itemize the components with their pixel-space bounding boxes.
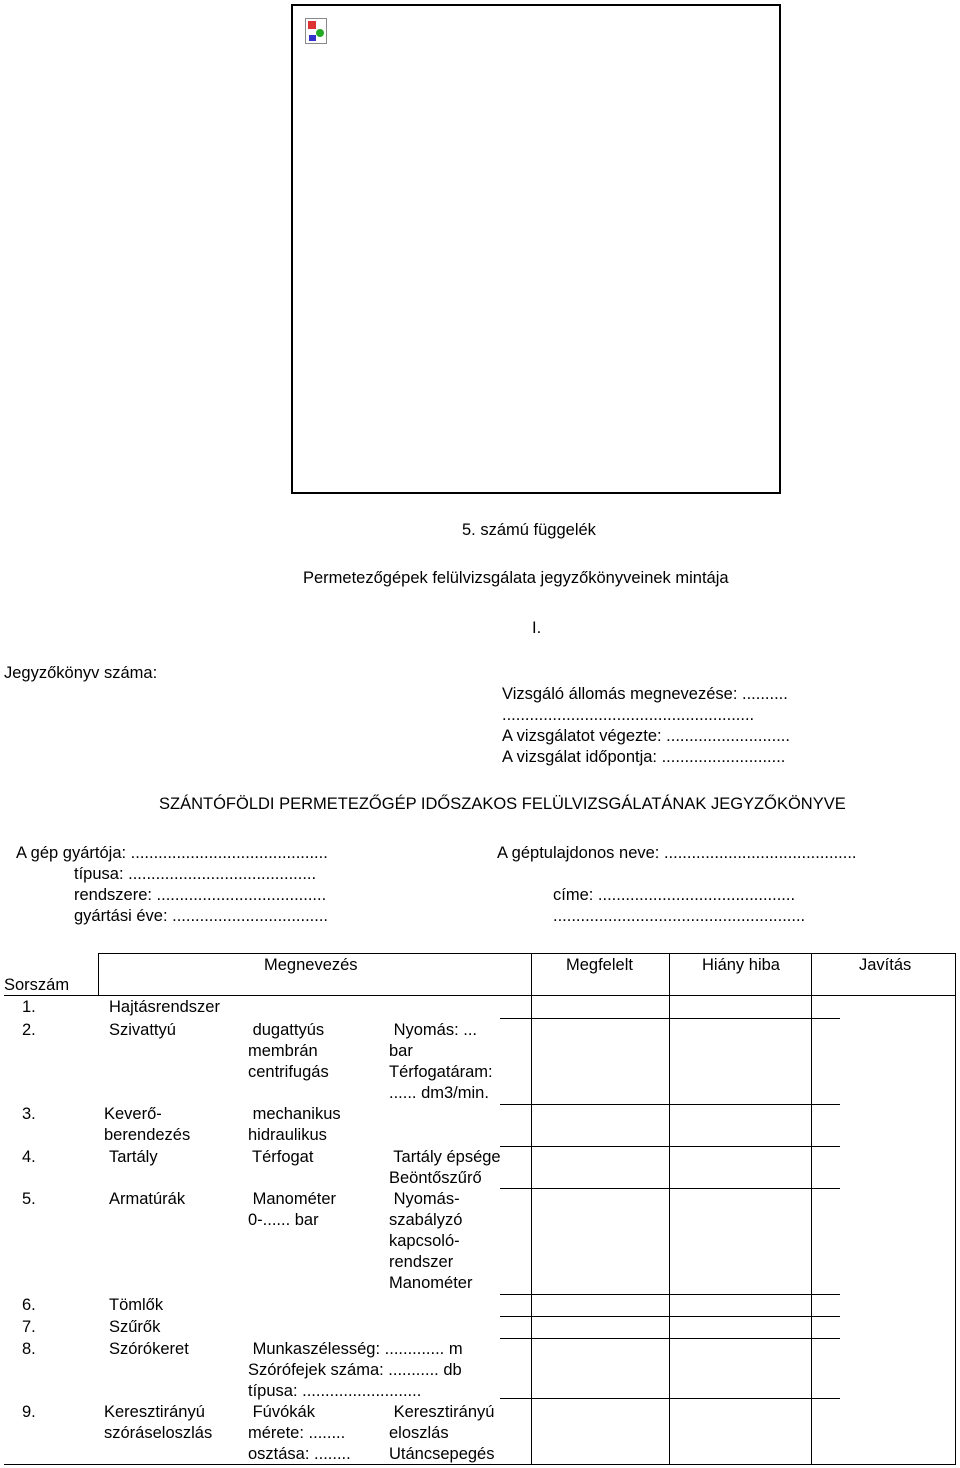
subtitle: Permetezőgépek felülvizsgálata jegyzőkönyveinek mintája bbox=[303, 569, 729, 587]
row-number: 1. bbox=[22, 998, 36, 1016]
row-name: Hajtásrendszer bbox=[109, 998, 220, 1016]
machine-type: típusa: ......................................... bbox=[74, 865, 317, 883]
row-extra: Keresztirányú eloszlás Utáncsepegés bbox=[389, 1403, 495, 1463]
header-repair: Javítás bbox=[859, 956, 912, 974]
row-number: 5. bbox=[22, 1190, 36, 1208]
row-extra: Nyomás- szabályzó kapcsoló- rendszer Manométer bbox=[389, 1190, 473, 1292]
section-roman: I. bbox=[532, 619, 542, 637]
row-name: Szűrők bbox=[109, 1318, 161, 1336]
header-defect: Hiány hiba bbox=[702, 956, 780, 974]
machine-manufacturer: A gép gyártója: ........................................... bbox=[16, 844, 328, 862]
owner-name: A géptulajdonos neve: .......................................... bbox=[497, 844, 857, 862]
row-subitems: Munkaszélesség: ............. m Szórófejek száma: ........... db típusa: .......................... bbox=[248, 1340, 463, 1400]
inspection-date: A vizsgálat időpontja: ........................... bbox=[502, 748, 786, 766]
owner-address: címe: ........................................... bbox=[553, 886, 796, 904]
station-name-cont: ....................................................... bbox=[502, 706, 755, 724]
protocol-number-label: Jegyzőkönyv száma: bbox=[4, 664, 158, 682]
machine-system: rendszere: ..................................... bbox=[74, 886, 327, 904]
row-name: Armatúrák bbox=[109, 1190, 186, 1208]
row-extra: Tartály épsége Beöntőszűrő bbox=[389, 1148, 501, 1187]
row-name: Tartály bbox=[109, 1148, 158, 1166]
row-subitems: Fúvókák mérete: ........ osztása: ........ bbox=[248, 1403, 351, 1463]
machine-year: gyártási éve: .................................. bbox=[74, 907, 328, 925]
row-extra: Nyomás: ... bar Térfogatáram: ...... dm3/min. bbox=[389, 1021, 493, 1102]
appendix-title: 5. számú függelék bbox=[462, 521, 596, 539]
row-number: 6. bbox=[22, 1296, 36, 1314]
row-name: Szivattyú bbox=[109, 1021, 176, 1039]
row-name: Keverő- berendezés bbox=[104, 1105, 191, 1144]
inspector: A vizsgálatot végezte: ........................... bbox=[502, 727, 790, 745]
row-number: 7. bbox=[22, 1318, 36, 1336]
image-frame bbox=[291, 4, 781, 494]
row-subitems: Térfogat bbox=[252, 1148, 314, 1166]
header-ok: Megfelelt bbox=[566, 956, 633, 974]
row-number: 9. bbox=[22, 1403, 36, 1421]
row-number: 8. bbox=[22, 1340, 36, 1358]
row-number: 4. bbox=[22, 1148, 36, 1166]
row-subitems: mechanikus hidraulikus bbox=[248, 1105, 341, 1144]
broken-image-icon bbox=[305, 18, 327, 44]
row-number: 2. bbox=[22, 1021, 36, 1039]
row-name: Tömlők bbox=[109, 1296, 164, 1314]
header-number: Sorszám bbox=[4, 976, 70, 994]
main-title: SZÁNTÓFÖLDI PERMETEZŐGÉP IDŐSZAKOS FELÜLVIZSGÁLATÁNAK JEGYZŐKÖNYVE bbox=[159, 795, 846, 813]
header-name: Megnevezés bbox=[264, 956, 358, 974]
row-number: 3. bbox=[22, 1105, 36, 1123]
station-name: Vizsgáló állomás megnevezése: .......... bbox=[502, 685, 788, 703]
owner-address-cont: ....................................................... bbox=[553, 907, 806, 925]
row-name: Keresztirányú szóráseloszlás bbox=[104, 1403, 213, 1442]
row-subitems: Manométer 0-...... bar bbox=[248, 1190, 337, 1229]
row-subitems: dugattyús membrán centrifugás bbox=[248, 1021, 329, 1081]
row-name: Szórókeret bbox=[109, 1340, 189, 1358]
